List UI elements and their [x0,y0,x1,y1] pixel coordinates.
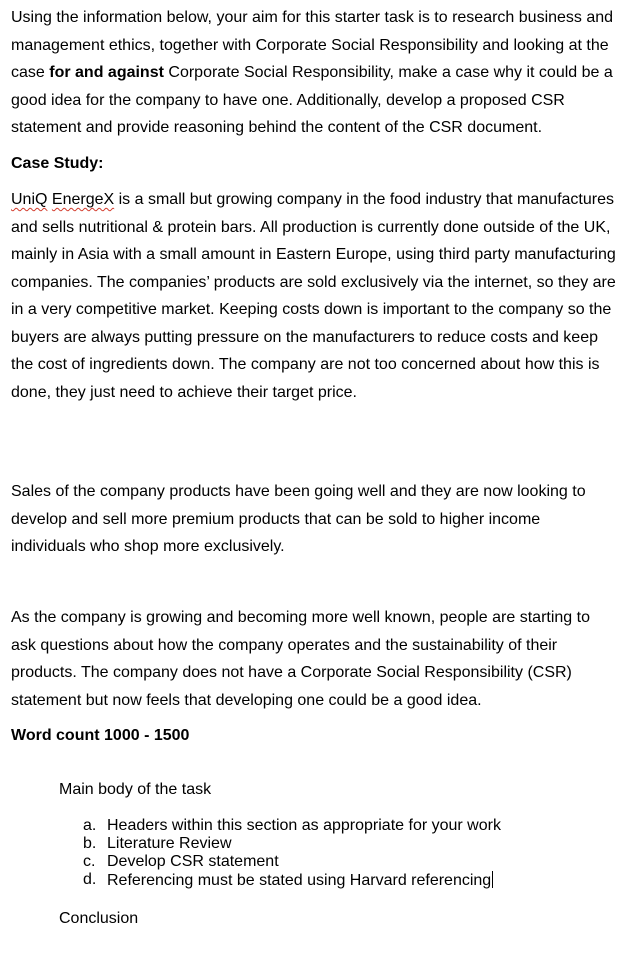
list-item-text: Develop CSR statement [107,853,279,870]
word-count-label: Word count 1000 - 1500 [11,727,190,744]
main-body-list [83,817,501,890]
list-item-text[interactable] [107,871,493,890]
list-item-text-content: Referencing must be stated using Harvard referencing [107,872,492,889]
list-item [83,871,501,890]
intro-paragraph [11,4,617,142]
case-study-heading: Case Study: [11,155,104,172]
list-marker: a. [83,817,97,834]
company-name-word2: EnergeX [51,191,115,208]
list-item [83,853,501,871]
intro-text-part1: Using the information below, your aim for this starter task is to research business and management ethics, together with Corporate Social Responsibility and looking at the case [11,9,614,81]
list-item [83,835,501,853]
list-item-text: Literature Review [107,835,232,852]
case-study-paragraph [11,186,617,406]
text-cursor [492,871,493,888]
sales-paragraph: Sales of the company products have been going well and they are now looking to develop and sell more premium products that can be sold to higher income individuals who shop more exclusively. [11,483,586,555]
main-body-heading: Main body of the task [59,781,212,798]
intro-text-part2: Corporate Social Responsibility, make a case why it could be a good idea for the company to have one. Additionally, develop a proposed CSR statement and provide reasoning behind the content of the CSR document. [11,64,613,136]
conclusion-heading: Conclusion [59,910,139,927]
list-marker: c. [83,853,96,870]
intro-bold-text: for and against [49,64,164,81]
list-item [83,817,501,835]
list-item-text: Headers within this section as appropriate for your work [107,817,501,834]
list-marker: d. [83,871,97,888]
list-marker: b. [83,835,97,852]
company-name-word1: UniQ [11,191,48,208]
growth-paragraph: As the company is growing and becoming more well known, people are starting to ask questions about how the company operates and the sustainability of their products. The company does not have a Corporate Social Responsibility (CSR) statement but now feels that developing one could be a good idea. [11,609,590,709]
case-study-text: is a small but growing company in the food industry that manufactures and sells nutritional & protein bars. All production is currently done outside of the UK, mainly in Asia with a small amount in Eastern Europe, using third party manufacturing companies. The companies’ products are sold exclusively via the internet, so they are in a very competitive market. Keeping costs down is important to the company so the buyers are always putting pressure on the manufacturers to reduce costs and keep the cost of ingredients down. The company are not too concerned about how this is done, they just need to achieve their target price. [11,191,616,401]
